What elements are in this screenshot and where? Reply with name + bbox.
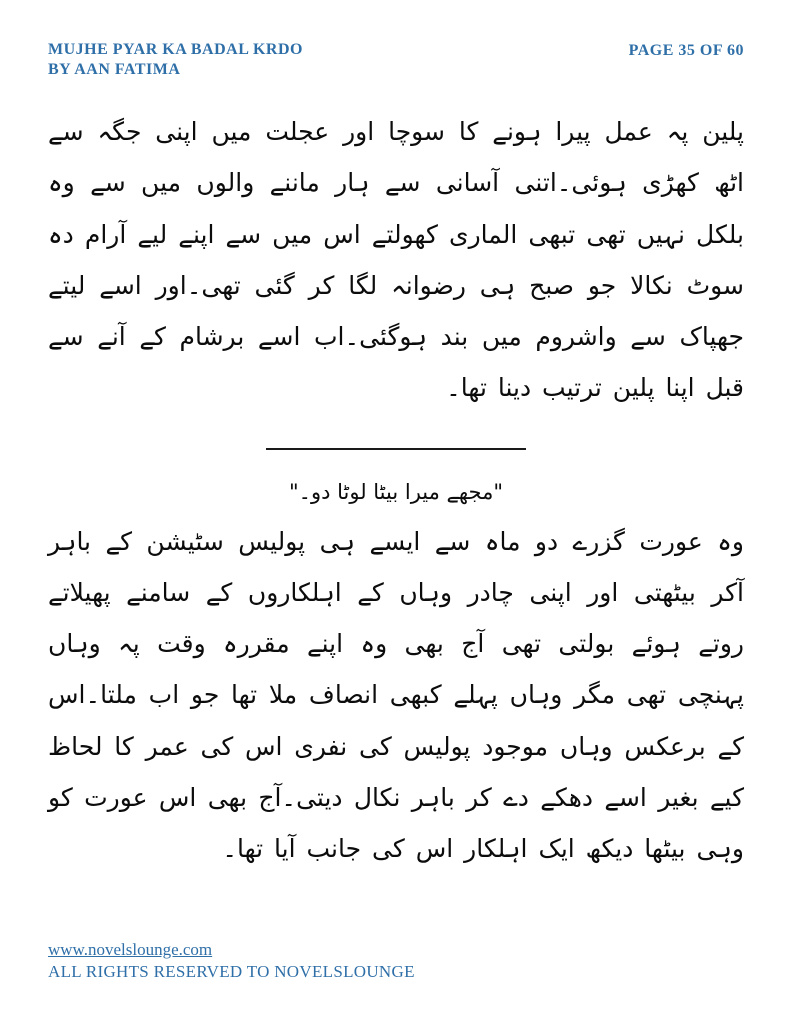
section-divider — [266, 448, 526, 450]
page-indicator: PAGE 35 OF 60 — [628, 42, 744, 59]
paragraph-one: پلین پہ عمل پیرا ہونے کا سوچا اور عجلت میں اپنی جگہ سے اٹھ کھڑی ہوئی۔اتنی آسانی سے ہار ماننے والوں میں سے وہ بلکل نہیں تھی تبھی الماری کھولتے اس میں سے اپنے لیے آرام دہ سوٹ نکالا جو صبح ہی رضوانہ لگا کر گئی تھی۔اور اسے لیتے جھپاک سے واشروم میں بند ہوگئی۔اب اسے برشام کے آنے سے قبل اپنا پلین ترتیب دینا تھا۔ — [48, 117, 744, 403]
rights-statement: ALL RIGHTS RESERVED TO NOVELSLOUNGE — [48, 962, 415, 981]
page-footer — [48, 940, 415, 982]
author-line: BY AAN FATIMA — [48, 61, 181, 78]
page-content — [48, 106, 744, 874]
dialogue-quote: "مجھے میرا بیٹا لوٹا دو۔" — [288, 479, 504, 504]
book-title: MUJHE PYAR KA BADAL KRDO — [48, 41, 303, 58]
page-header — [48, 40, 744, 80]
section-divider-wrap — [48, 448, 744, 450]
book-title-block — [48, 40, 303, 80]
paragraph-two: وہ عورت گزرے دو ماہ سے ایسے ہی پولیس سٹیشن کے باہر آکر بیٹھتی اور اپنی چادر وہاں کے اہلکاروں کے سامنے پھیلاتے روتے ہوئے بولتی تھی آج بھی وہ اپنے مقررہ وقت پہ وہاں پہنچی تھی مگر وہاں پہلے کبھی انصاف ملا تھا جو اب ملتا۔اس کے برعکس وہاں موجود پولیس کی نفری اس کی عمر کا لحاظ کیے بغیر اسے دھکے دے کر باہر نکال دیتی۔آج بھی اس عورت کو وہی بیٹھا دیکھ ایک اہلکار اس کی جانب آیا تھا۔ — [48, 526, 744, 863]
website-link[interactable]: www.novelslounge.com — [48, 940, 213, 959]
